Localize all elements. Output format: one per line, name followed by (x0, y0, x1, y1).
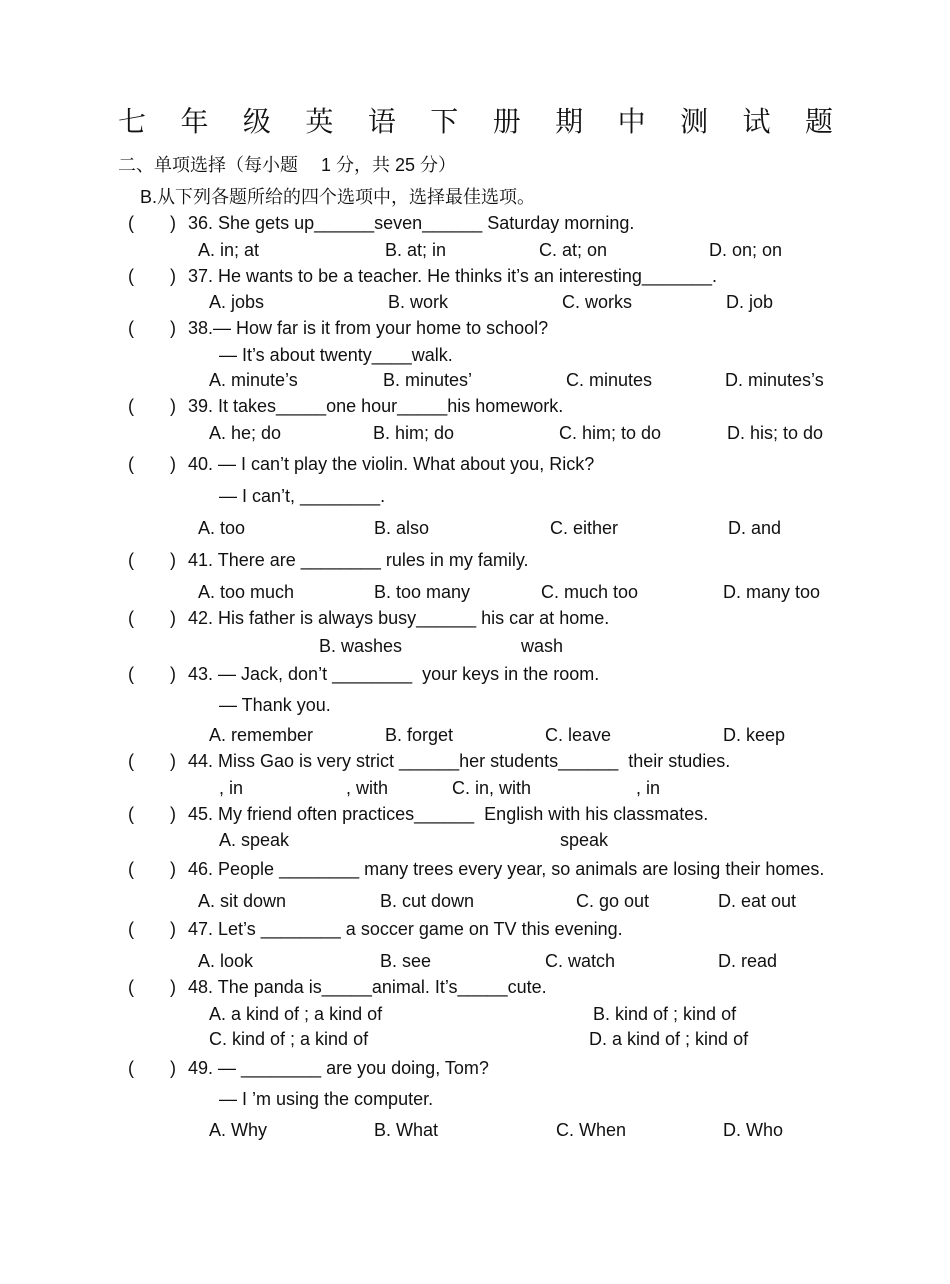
question-36: 36. She gets up______seven______ Saturday morning. (188, 213, 635, 233)
answer-paren: ( (128, 213, 134, 233)
question-reply: — Thank you. (219, 695, 331, 715)
answer-paren: ) (170, 266, 176, 286)
section-heading: 二、单项选择（每小题 1 分，共 25 分） (118, 155, 457, 175)
option-a: A. jobs (209, 292, 265, 312)
question-46: 46. People ________ many trees every year, so animals are losing their homes. (188, 859, 825, 879)
option-a: A. too much (198, 582, 295, 602)
option-b: B. washes (319, 636, 403, 656)
answer-paren: ) (170, 454, 176, 474)
answer-paren: ( (128, 751, 134, 771)
option-a: A. he; do (209, 423, 282, 443)
option-c: speak (560, 830, 609, 850)
option-b: B. too many (374, 582, 471, 602)
answer-paren: ( (128, 859, 134, 879)
question-42: 42. His father is always busy______ his car at home. (188, 608, 610, 628)
answer-paren: ( (128, 919, 134, 939)
answer-paren: ) (170, 608, 176, 628)
option-a: A. speak (219, 830, 290, 850)
option-d: D. on; on (709, 240, 783, 260)
option-c: C. either (550, 518, 619, 538)
option-c: C. minutes (566, 370, 653, 390)
option-d: D. his; to do (727, 423, 824, 443)
question-41: 41. There are ________ rules in my family. (188, 550, 529, 570)
option-b: B. him; do (373, 423, 455, 443)
option-c: C. works (562, 292, 633, 312)
title-char: 下 (430, 105, 459, 138)
title-char: 级 (242, 105, 271, 138)
answer-paren: ( (128, 804, 134, 824)
option-d: D. job (726, 292, 774, 312)
title-char: 英 (305, 105, 334, 138)
option-a: A. a kind of ; a kind of (209, 1004, 383, 1024)
answer-paren: ) (170, 859, 176, 879)
answer-paren: ( (128, 608, 134, 628)
option-d: D. minutes’s (725, 370, 824, 390)
option-a: A. too (198, 518, 246, 538)
option-a: A. remember (209, 725, 314, 745)
answer-paren: ) (170, 550, 176, 570)
title-char: 题 (804, 105, 833, 138)
option-d: D. read (718, 951, 778, 971)
title-char: 册 (492, 105, 521, 138)
option-d: D. a kind of ; kind of (589, 1029, 749, 1049)
question-43: 43. — Jack, don’t ________ your keys in the room. (188, 664, 600, 684)
option-d: D. Who (723, 1120, 784, 1140)
answer-paren: ( (128, 266, 134, 286)
option-b: B. forget (385, 725, 454, 745)
option-d: D. many too (723, 582, 821, 602)
question-44: 44. Miss Gao is very strict ______her students______ their studies. (188, 751, 731, 771)
option-c: C. When (556, 1120, 627, 1140)
option-d: D. eat out (718, 891, 797, 911)
option-a: A. Why (209, 1120, 268, 1140)
option-c: C. at; on (539, 240, 608, 260)
option-c: C. much too (541, 582, 639, 602)
answer-paren: ) (170, 751, 176, 771)
question-38: 38.— How far is it from your home to school? (188, 318, 549, 338)
option-c: C. kind of ; a kind of (209, 1029, 369, 1049)
answer-paren: ( (128, 1058, 134, 1078)
option-a: A. in; at (198, 240, 260, 260)
option-a: A. minute’s (209, 370, 298, 390)
question-reply: — It’s about twenty____walk. (219, 345, 453, 365)
question-39: 39. It takes_____one hour_____his homework. (188, 396, 564, 416)
title-char: 期 (555, 105, 584, 138)
option-c: C. in, with (452, 778, 532, 798)
option-b: B. kind of ; kind of (593, 1004, 737, 1024)
title-char: 中 (617, 105, 646, 138)
option-b: B. work (388, 292, 449, 312)
answer-paren: ) (170, 919, 176, 939)
question-37: 37. He wants to be a teacher. He thinks it’s an interesting_______. (188, 266, 718, 286)
option-c: C. go out (576, 891, 650, 911)
answer-paren: ) (170, 977, 176, 997)
answer-paren: ( (128, 454, 134, 474)
answer-paren: ( (128, 396, 134, 416)
option-b: B. minutes’ (383, 370, 473, 390)
answer-paren: ) (170, 318, 176, 338)
title-char: 七 (118, 105, 147, 138)
question-reply: — I ’m using the computer. (219, 1089, 434, 1109)
answer-paren: ( (128, 550, 134, 570)
option-c: C. leave (545, 725, 612, 745)
answer-paren: ( (128, 318, 134, 338)
option-b: B. see (380, 951, 432, 971)
option-b: B. What (374, 1120, 439, 1140)
option-d: D. keep (723, 725, 786, 745)
answer-paren: ( (128, 664, 134, 684)
title-char: 试 (742, 105, 771, 138)
option-d: , in (636, 778, 661, 798)
option-a: , in (219, 778, 244, 798)
option-d: D. and (728, 518, 782, 538)
title-char: 语 (367, 105, 396, 138)
answer-paren: ( (128, 977, 134, 997)
question-48: 48. The panda is_____animal. It’s_____cute. (188, 977, 547, 997)
option-b: B. at; in (385, 240, 447, 260)
option-a: A. sit down (198, 891, 287, 911)
title-char: 年 (180, 105, 209, 138)
answer-paren: ) (170, 804, 176, 824)
answer-paren: ) (170, 1058, 176, 1078)
option-b: B. cut down (380, 891, 475, 911)
question-45: 45. My friend often practices______ English with his classmates. (188, 804, 709, 824)
question-47: 47. Let’s ________ a soccer game on TV this evening. (188, 919, 623, 939)
answer-paren: ) (170, 213, 176, 233)
answer-paren: ) (170, 396, 176, 416)
option-c: C. him; to do (559, 423, 662, 443)
question-reply: — I can’t, ________. (219, 486, 386, 506)
option-b: B. also (374, 518, 430, 538)
answer-paren: ) (170, 664, 176, 684)
option-b: , with (346, 778, 389, 798)
option-c: wash (521, 636, 564, 656)
document-title (118, 104, 833, 140)
option-c: C. watch (545, 951, 616, 971)
title-char: 测 (680, 105, 709, 138)
question-40: 40. — I can’t play the violin. What about you, Rick? (188, 454, 595, 474)
instruction: B.从下列各题所给的四个选项中，选择最佳选项。 (140, 187, 536, 207)
question-49: 49. — ________ are you doing, Tom? (188, 1058, 489, 1078)
option-a: A. look (198, 951, 254, 971)
